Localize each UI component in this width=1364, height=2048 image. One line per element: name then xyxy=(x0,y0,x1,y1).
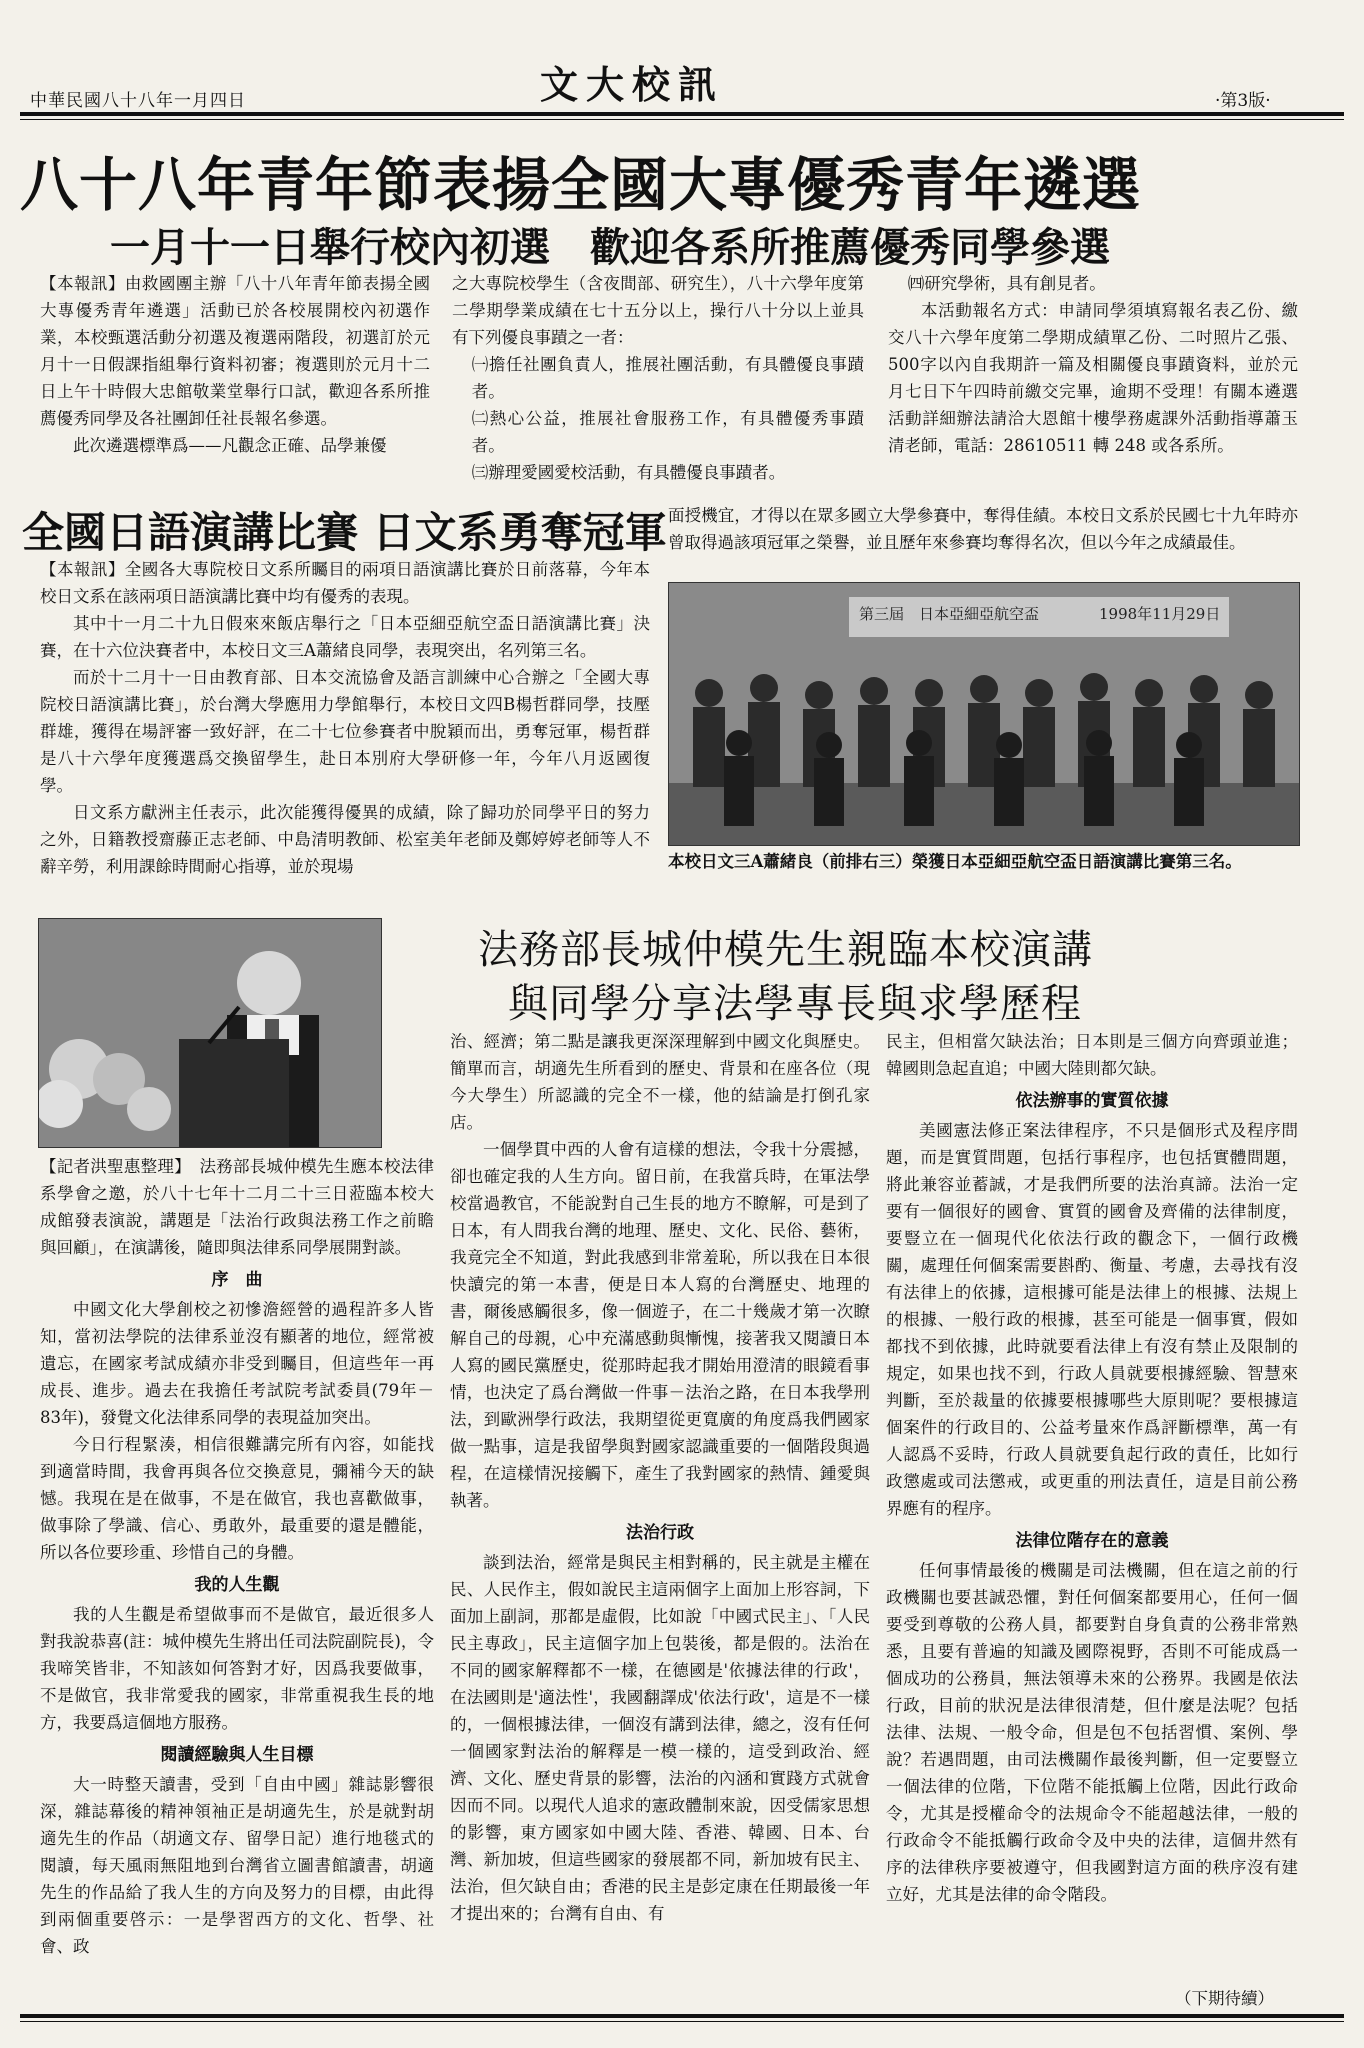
article2-headline: 全國日語演講比賽 日文系勇奪冠軍 xyxy=(22,508,667,557)
photo-banner-date: 1998年11月29日 xyxy=(1099,605,1221,623)
section-title-prelude: 序 曲 xyxy=(211,1270,263,1290)
article3-paragraph: 今日行程緊湊，相信很難講完所有內容，如能找到適當時間，我會再與各位交換意見，彌補今天的缺憾。我現在是在做事，不是在做官，我也喜歡做事，做事除了學識、信心、勇敢外，最重要的還是體能，所以各位要珍重、珍惜自己的身體。 xyxy=(40,1435,434,1562)
masthead-rule-thin xyxy=(20,119,1344,120)
article1-column-1 xyxy=(40,270,430,459)
article3-paragraph: 大一時整天讀書，受到「自由中國」雜誌影響很深，雜誌幕後的精神領袖正是胡適先生，於是就對胡適先生的作品（胡適文存、留學日記）進行地毯式的閱讀，每天風雨無阻地到台灣省立圖書館讀書，胡適先生的作品給了我人生的方向及努力的目標，由此得到兩個重要啓示：一是學習西方的文化、哲學、社會、政 xyxy=(40,1775,434,1956)
article2-paragraph: 日文系方獻洲主任表示，此次能獲得優異的成績，除了歸功於同學平日的努力之外，日籍教授齋藤正志老師、中島清明教師、松室美年老師及鄭婷婷老師等人不辭辛勞，利用課餘時間耐心指導，並於現場 xyxy=(40,803,650,876)
article1-column-3 xyxy=(888,270,1298,459)
article3-paragraph: 美國憲法修正案法律程序，不只是個形式及程序問題，而是實質問題，包括行事程序，也包括實體問題，將此兼容並蓄誠，才是我們所要的法治真諦。法治一定要有一個很好的國會、實質的國會及齊備的法律制度，要豎立在一個現代化依法行政的觀念下，一個行政機關，處理任何個案需要斟酌、衡量、考慮，去尋找有沒有法律上的依據，這根據可能是法律上的根據、法規上的根據、一般行政的根據，甚至可能是一個事實，假如都找不到依據，此時就要看法律上有沒有禁止及限制的規定，如果也找不到，行政人員就要根據經驗、智慧來判斷，至於裁量的依據要根據哪些大原則呢？要根據這個案件的行政目的、公益考量來作爲評斷標準，萬一有人認爲不妥時，行政人員就要負起行政的責任，比如行政懲處或司法懲戒，或更重的刑法責任，這是目前公務界應有的程序。 xyxy=(886,1121,1298,1518)
to-be-continued: （下期待續） xyxy=(1175,1989,1274,2008)
article2-paragraph: 其中十一月二十九日假來來飯店舉行之「日本亞細亞航空盃日語演講比賽」決賽，在十六位決賽者中，本校日文三A蕭緒良同學，表現突出，名列第三名。 xyxy=(40,614,650,660)
article1-subheadline: 一月十一日舉行校內初選 歡迎各系所推薦優秀同學參選 xyxy=(110,225,1110,271)
article2-paragraph: 面授機宜，才得以在眾多國立大學參賽中，奪得佳績。本校日文系於民國七十九年時亦曾取得過該項冠軍之榮譽，並且歷年來參賽均奪得名次，但以今年之成績最佳。 xyxy=(668,506,1298,552)
newspaper-title: 文大校訊 xyxy=(540,62,725,107)
article3-paragraph: 我的人生觀是希望做事而不是做官，最近很多人對我說恭喜(註：城仲模先生將出任司法院副院長)，令我啼笑皆非，不知該如何答對才好，因爲我要做事，不是做官，我非常愛我的國家，非常重視我生長的地方，我要爲這個地方服務。 xyxy=(40,1605,434,1732)
criteria-item: ㈠擔任社團負責人，推展社團活動，有具體優良事蹟者。 xyxy=(471,355,864,401)
criteria-item: ㈢辦理愛國愛校活動，有具體優良事蹟者。 xyxy=(471,463,786,482)
minister-photo xyxy=(38,918,382,1148)
criteria-item: ㈣研究學術，具有創見者。 xyxy=(907,274,1106,293)
article3-column-3 xyxy=(886,1028,1298,1908)
article3-column-2 xyxy=(450,1028,870,1927)
article3-headline-line1: 法務部長城仲模先生親臨本校演講 xyxy=(478,927,1093,973)
section-title-reading: 閱讀經驗與人生目標 xyxy=(160,1745,314,1765)
article3-paragraph: 一個學貫中西的人會有這樣的想法，令我十分震撼，卻也確定我的人生方向。留日前，在我當兵時，在軍法學校當過教官，不能說對自己生長的地方不瞭解，可是到了日本，有人問我台灣的地理、歷史、文化、民俗、藝術，我竟完全不知道，對此我感到非常羞恥，所以我在日本很快讀完的第一本書，便是日本人寫的台灣歷史、地理的書，爾後感觸很多，像一個遊子，在二十幾歲才第一次瞭解自己的母親，心中充滿感動與慚愧，接著我又閱讀日本人寫的國民黨歷史，從那時起我才開始用澄清的眼鏡看事情，也決定了爲台灣做一件事－法治之路，在日本我學刑法，到歐洲學行政法，我期望從更寬廣的角度爲我們國家做一點事，這是我留學與對國家認識重要的一個階段與過程，在這樣情況接觸下，產生了我對國家的熱情、鍾愛與執著。 xyxy=(450,1140,870,1510)
article3-column-1 xyxy=(40,1153,434,1960)
minister-speaking-illustration xyxy=(39,919,381,1147)
article3-paragraph: 談到法治，經常是與民主相對稱的，民主就是主權在民、人民作主，假如說民主這兩個字上面加上形容詞，下面加上副詞，那都是虛假，比如說「中國式民主」、「人民民主專政」，民主這個字加上包裝後，都是假的。法治在不同的國家解釋都不一樣，在德國是'依據法律的行政'，在法國則是'適法性'，我國翻譯成'依法行政'，這是不一樣的，一個根據法律，一個沒有講到法律，總之，沒有任何一個國家對法治的解釋是一模一樣的，這受到政治、經濟、文化、歷史背景的影響，法治的內涵和實踐方式就會因而不同。以現代人追求的憲政體制來說，因受儒家思想的影響，東方國家如中國大陸、香港、韓國、日本、台灣、新加坡，但這些國家的發展都不同，新加坡有民主、法治，但欠缺自由；香港的民主是彭定康在任期最後一年才提出來的；台灣有自由、有 xyxy=(450,1553,870,1923)
photo-caption: 本校日文三A蕭緒良（前排右三）榮獲日本亞細亞航空盃日語演講比賽第三名。 xyxy=(668,852,1242,871)
article2-body xyxy=(40,556,650,880)
article1-criteria-intro: 之大專院校學生（含夜間部、研究生），八十六學年度第二學期學業成績在七十五分以上，操行八十分以上並具有下列優良事蹟之一者： xyxy=(452,274,864,347)
article3-paragraph: 民主，但相當欠缺法治；日本則是三個方向齊頭並進；韓國則急起直追；中國大陸則都欠缺。 xyxy=(886,1032,1298,1078)
article3-paragraph: 任何事情最後的機關是司法機關，但在這之前的行政機關也要甚誠恐懼，對任何個案都要用心，任何一個要受到尊敬的公務人員，都要對自身負責的公務非常熟悉，且要有普遍的知識及國際視野，否則不可能成爲一個成功的公務員，無法領導未來的公務界。我國是依法行政，目前的狀況是法律很清楚，但什麼是法呢？包括法律、法規、一般令命，但是包不包括習慣、案例、學說？若遇問題，由司法機關作最後判斷，但一定要豎立一個法律的位階，下位階不能抵觸上位階，因此行政命令，尤其是授權命令的法規命令不能超越法律，一般的行政命令不能抵觸行政命令及中央的法律，這個井然有序的法律秩序要被遵守，但我國對這方面的秩序沒有建立好，尤其是法律的命令階段。 xyxy=(886,1561,1298,1904)
section-title-legal-hierarchy: 法律位階存在的意義 xyxy=(1015,1531,1169,1551)
photo-banner-text: 第三屆 日本亞細亞航空盃 xyxy=(859,605,1040,623)
article3-paragraph: 治、經濟；第二點是讓我更深深理解到中國文化與歷史。簡單而言，胡適先生所看到的歷史、背景和在座各位（現今大學生）所認識的完全不一樣，他的結論是打倒孔家店。 xyxy=(450,1032,870,1132)
article3-headline-line2: 與同學分享法學專長與求學歷程 xyxy=(508,981,1082,1027)
section-title-rule-of-law: 法治行政 xyxy=(626,1523,694,1543)
section-title-legal-basis: 依法辦事的實質依據 xyxy=(1015,1091,1169,1111)
section-title-life-view: 我的人生觀 xyxy=(194,1575,280,1595)
article3-paragraph: 中國文化大學創校之初慘澹經營的過程許多人皆知，當初法學院的法律系並沒有顯著的地位，經常被遺忘，在國家考試成績亦非受到矚目，但這些年一再成長、進步。過去在我擔任考試院考試委員(79年－83年)，發覺文化法律系同學的表現益加突出。 xyxy=(40,1300,434,1427)
article2-continuation xyxy=(668,502,1298,556)
article1-column-2 xyxy=(452,270,864,486)
page-number: ·第3版· xyxy=(1215,91,1271,111)
article2-paragraph: 而於十二月十一日由教育部、日本交流協會及語言訓練中心合辦之「全國大專院校日語演講比賽」，於台灣大學應用力學館舉行，本校日文四B楊哲群同學，技壓群雄，獲得在場評審一致好評，在二十七位參賽者中脫穎而出，勇奪冠軍，楊哲群是八十六學年度獲選爲交換留學生，赴日本別府大學研修一年，今年八月返國復學。 xyxy=(40,668,650,795)
article1-paragraph: 此次遴選標準爲——凡觀念正確、品學兼優 xyxy=(73,436,387,455)
article3-intro: 【記者洪聖惠整理】 法務部長城仲模先生應本校法律系學會之邀，於八十七年十二月二十三日蒞臨本校大成館發表演說，講題是「法治行政與法務工作之前瞻與回顧」，在演講後，隨即與法律系同學展開對談。 xyxy=(40,1157,434,1257)
article1-lead: 【本報訊】由救國團主辦「八十八年青年節表揚全國大專優秀青年遴選」活動已於各校展開校內初選作業，本校甄選活動分初選及複選兩階段，初選訂於元月十一日假課指組舉行資料初審；複選則於元月十二日上午十時假大忠館敬業堂舉行口試，歡迎各系所推薦優秀同學及各社團卸任社長報名參選。 xyxy=(40,274,430,428)
criteria-item: ㈡熱心公益，推展社會服務工作，有具體優秀事蹟者。 xyxy=(471,409,864,455)
article1-registration: 本活動報名方式：申請同學須填寫報名表乙份、繳交八十六學年度第二學期成績單乙份、二吋照片乙張、500字以內自我期許一篇及相關優良事蹟資料，並於元月七日下午四時前繳交完畢，逾期不受理！有關本遴選活動詳細辦法請洽大恩館十樓學務處課外活動指導蕭玉清老師，電話：28610511 轉 248 或各系所。 xyxy=(888,301,1298,455)
masthead-rule-thick xyxy=(20,112,1344,116)
bottom-rule-thin xyxy=(20,2021,1344,2022)
bottom-rule-thick xyxy=(20,2014,1344,2018)
article1-headline: 八十八年青年節表揚全國大專優秀青年遴選 xyxy=(20,151,1142,219)
speech-contest-photo xyxy=(668,582,1300,846)
issue-date: 中華民國八十八年一月四日 xyxy=(30,91,246,111)
article2-lead: 【本報訊】全國各大專院校日文系所矚目的兩項日語演講比賽於日前落幕，今年本校日文系在該兩項日語演講比賽中均有優秀的表現。 xyxy=(40,560,650,606)
